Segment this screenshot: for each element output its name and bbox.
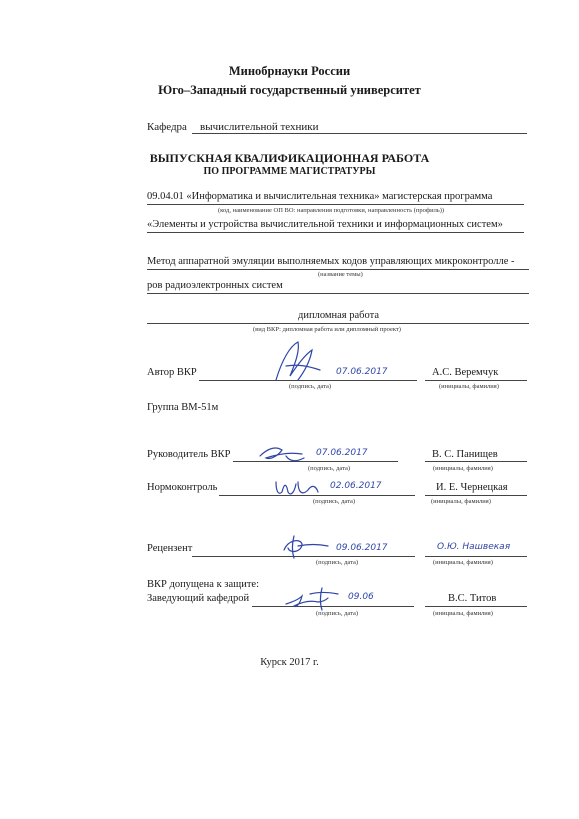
department-label: Кафедра (147, 121, 187, 133)
program-code-line: 09.04.01 «Информатика и вычислительная техника» магистерская программа (147, 191, 493, 202)
author-label: Автор ВКР (147, 367, 197, 378)
program-underline (147, 204, 524, 205)
reviewer-sign-caption: (подпись, дата) (316, 559, 359, 566)
normcontrol-date: 02.06.2017 (330, 481, 382, 491)
department-value: вычислительной техники (200, 121, 319, 133)
document-subtitle: ПО ПРОГРАММЕ МАГИСТРАТУРЫ (203, 166, 376, 177)
head-signature (282, 584, 348, 612)
normcontrol-name-caption: (инициалы, фамилия) (431, 498, 491, 505)
ministry-name: Минобрнауки России (228, 64, 351, 78)
author-signature (268, 336, 328, 388)
topic-underline-1 (147, 269, 529, 270)
reviewer-name-caption: (инициалы, фамилия) (433, 559, 493, 566)
program-name: «Элементы и устройства вычислительной техники и информационных систем» (147, 219, 503, 230)
author-sign-caption: (подпись, дата) (289, 383, 332, 390)
reviewer-label: Рецензент (147, 543, 193, 554)
supervisor-signature (256, 440, 314, 466)
head-date: 09.06 (348, 592, 374, 602)
normcontrol-sign-caption: (подпись, дата) (313, 498, 356, 505)
supervisor-label: Руководитель ВКР (147, 449, 231, 460)
author-name-underline (425, 380, 527, 381)
supervisor-name: В. С. Панищев (432, 449, 498, 460)
work-type-underline (147, 323, 529, 324)
document-title: ВЫПУСКНАЯ КВАЛИФИКАЦИОННАЯ РАБОТА (149, 151, 430, 165)
head-of-department-label: Заведующий кафедрой (147, 593, 250, 604)
program-name-underline (147, 232, 524, 233)
topic-underline-2 (147, 293, 529, 294)
supervisor-date: 07.06.2017 (316, 448, 368, 458)
reviewer-date: 09.06.2017 (336, 543, 388, 553)
normcontrol-signature (272, 474, 330, 500)
normcontrol-name-underline (425, 495, 527, 496)
department-underline (192, 133, 527, 134)
normcontrol-name: И. Е. Чернецкая (436, 482, 508, 493)
program-caption: (код, наименование ОП ВО: направления подготовки, направленность (профиль)) (218, 207, 445, 214)
reviewer-name-underline (425, 556, 527, 557)
reviewer-signature (278, 532, 334, 560)
author-name: А.С. Веремчук (432, 367, 499, 378)
work-type-caption: (вид ВКР: дипломная работа или дипломный проект) (253, 326, 401, 333)
head-name-underline (425, 606, 527, 607)
author-date: 07.06.2017 (336, 367, 388, 377)
topic-line-2: ров радиоэлектронных систем (147, 280, 283, 291)
head-sign-caption: (подпись, дата) (316, 610, 359, 617)
normcontrol-label: Нормоконтроль (147, 482, 218, 493)
reviewer-name: О.Ю. Нашвекая (437, 542, 511, 552)
head-name: В.С. Титов (448, 593, 497, 604)
city-year: Курск 2017 г. (260, 657, 319, 668)
topic-line-1: Метод аппаратной эмуляции выполняемых кодов управляющих микроконтролле - (147, 256, 515, 267)
group-label: Группа ВМ-51м (147, 402, 219, 413)
author-name-caption: (инициалы, фамилия) (439, 383, 499, 390)
defense-admitted: ВКР допущена к защите: (147, 579, 259, 590)
university-name: Юго–Западный государственный университет (158, 83, 421, 97)
supervisor-sign-caption: (подпись, дата) (308, 465, 351, 472)
supervisor-name-underline (425, 461, 527, 462)
topic-caption: (название темы) (318, 271, 363, 278)
head-name-caption: (инициалы, фамилия) (433, 610, 493, 617)
supervisor-name-caption: (инициалы, фамилия) (433, 465, 493, 472)
work-type-value: дипломная работа (298, 310, 379, 321)
